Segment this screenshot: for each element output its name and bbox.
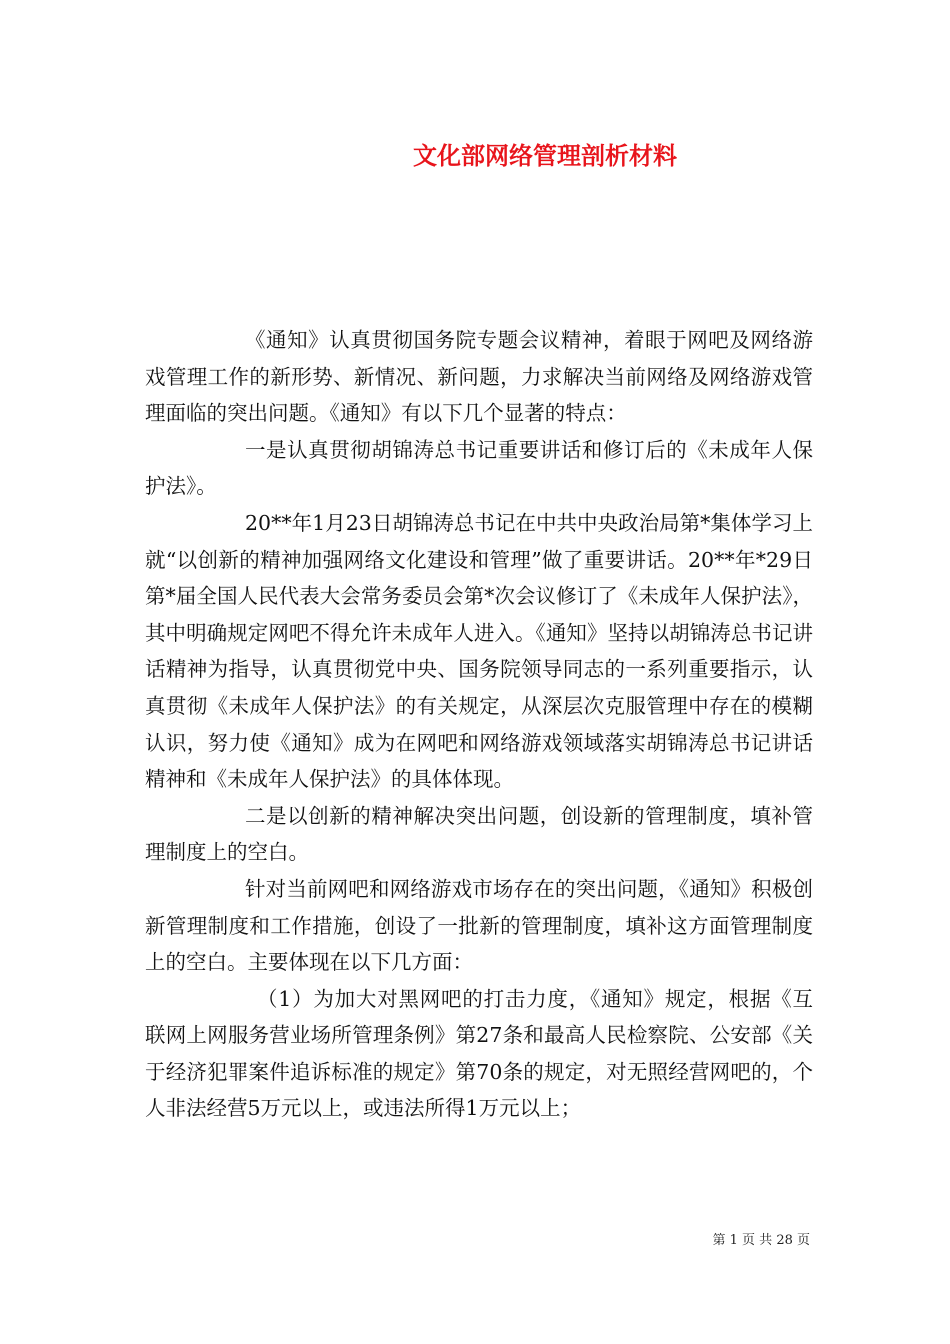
page-number: 第 1 页 共 28 页: [712, 1233, 810, 1248]
document-title: 文化部网络管理剖析材料: [413, 141, 677, 170]
paragraph-point-two: 二是以创新的精神解决突出问题，创设新的管理制度，填补管理制度上的空白。: [145, 803, 813, 865]
paragraph-speech-law: 20**年1月23日胡锦涛总书记在中共中央政治局第*集体学习上就“以创新的精神加强网络文化建设和管理”做了重要讲话。20**年*29日第*届全国人民代表大会常务委员会第*次会议修订了《未成年人保护法》，其中明确规定网吧不得允许未成年人进入。《通知》坚持以胡锦涛总书记讲话精神为指导，认真贯彻党中央、国务院领导同志的一系列重要指示，认真贯彻《未成年人保护法》的有关规定，从深层次克服管理中存在的模糊认识，努力使《通知》成为在网吧和网络游戏领域落实胡锦涛总书记讲话精神和《未成年人保护法》的具体体现。: [145, 510, 813, 792]
paragraph-item-1: （1）为加大对黑网吧的打击力度，《通知》规定，根据《互联网上网服务营业场所管理条例》第27条和最高人民检察院、公安部《关于经济犯罪案件追诉标准的规定》第70条的规定，对无照经营网吧的，个人非法经营5万元以上，或违法所得1万元以上；: [145, 986, 813, 1121]
document-body: [145, 322, 813, 1127]
paragraph-intro: 《通知》认真贯彻国务院专题会议精神，着眼于网吧及网络游戏管理工作的新形势、新情况、新问题，力求解决当前网络及网络游戏管理面临的突出问题。《通知》有以下几个显著的特点：: [145, 328, 813, 426]
paragraph-market-issues: 针对当前网吧和网络游戏市场存在的突出问题，《通知》积极创新管理制度和工作措施，创设了一批新的管理制度，填补这方面管理制度上的空白。主要体现在以下几方面：: [145, 876, 813, 975]
paragraph-point-one: 一是认真贯彻胡锦涛总书记重要讲话和修订后的《未成年人保护法》。: [145, 437, 813, 499]
